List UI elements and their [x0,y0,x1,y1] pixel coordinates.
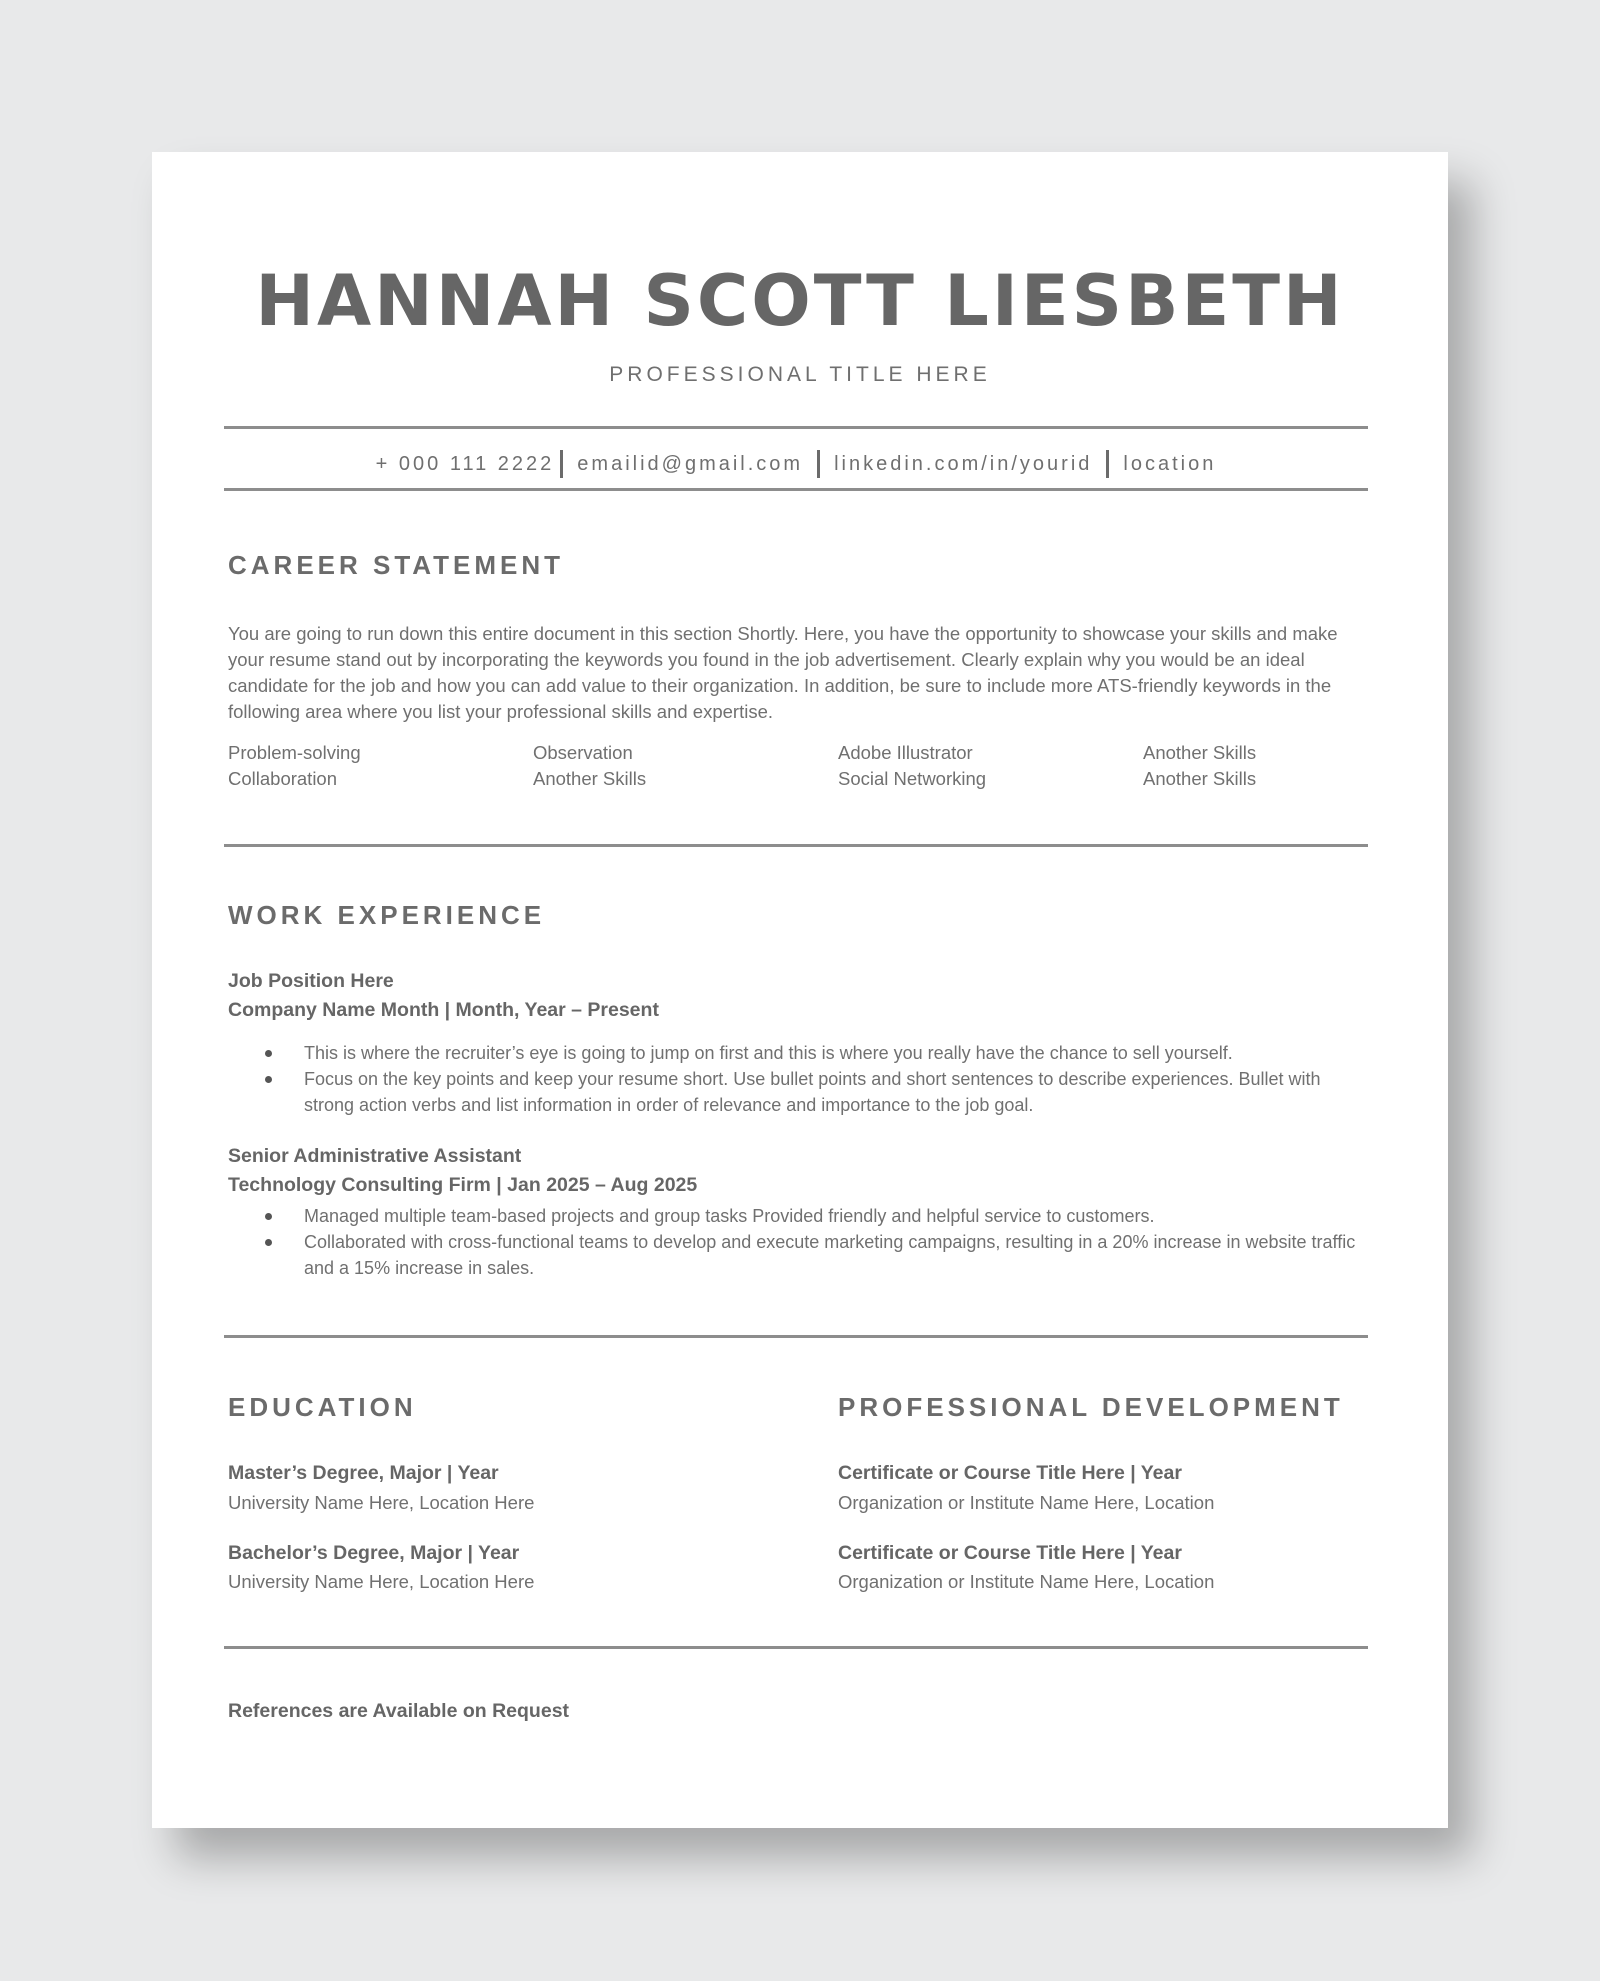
skill-item: Social Networking [838,768,987,789]
contact-location: location [1123,452,1217,475]
education-heading: EDUCATION [228,1392,417,1422]
job-bullet-list [228,1040,1368,1118]
job-bullet: Focus on the key points and keep your resume short. Use bullet points and short sentences to describe experiences. Bullet with strong action verbs and list information in order of relevance and importance to the job goal. [228,1066,1368,1118]
contact-top-divider [224,426,1368,429]
job-company: Technology Consulting Firm | Jan 2025 – Aug 2025 [228,1174,698,1196]
job-bullet-list [228,1203,1368,1281]
section-divider [224,844,1368,847]
contact-separator [817,450,820,478]
job-company: Company Name Month | Month, Year – Present [228,999,659,1021]
degree-title: Master’s Degree, Major | Year [228,1462,499,1484]
candidate-name: HANNAH SCOTT LIESBETH [255,260,1345,342]
skill-item: Another Skills [1143,742,1257,763]
course-organization: Organization or Institute Name Here, Location [838,1571,1215,1592]
skill-item: Problem-solving [228,742,361,763]
section-divider [224,1335,1368,1338]
contact-linkedin[interactable]: linkedin.com/in/yourid [834,452,1093,475]
school-name: University Name Here, Location Here [228,1571,535,1592]
job-position: Senior Administrative Assistant [228,1145,522,1167]
skill-item: Observation [533,742,633,763]
job-bullet: This is where the recruiter’s eye is going to jump on first and this is where you really have the chance to sell yourself. [228,1040,1368,1066]
contact-phone: + 000 111 2222 [375,452,555,475]
contact-email[interactable]: emailid@gmail.com [577,452,804,475]
contact-bar [224,442,1368,486]
skill-item: Another Skills [533,768,647,789]
career-summary: You are going to run down this entire document in this section Shortly. Here, you have the opportunity to showcase your skills and make your resume stand out by incorporating the keywords you found in the job advertisement. Clearly explain why you would be an ideal candidate for the job and how you can add value to their organization. In addition, be sure to include more ATS-friendly keywords in the following area where you list your professional skills and expertise. [228,623,1338,722]
professional-development-heading: PROFESSIONAL DEVELOPMENT [838,1392,1344,1422]
job-bullet: Managed multiple team-based projects and group tasks Provided friendly and helpful service to customers. [228,1203,1368,1229]
job-position: Job Position Here [228,970,394,992]
contact-separator [560,450,563,478]
skill-item: Another Skills [1143,768,1257,789]
skill-item: Collaboration [228,768,338,789]
resume-page [152,152,1448,1828]
skills-grid [228,740,1368,792]
school-name: University Name Here, Location Here [228,1492,535,1513]
job-bullet: Collaborated with cross-functional teams to develop and execute marketing campaigns, resulting in a 20% increase in website traffic and a 15% increase in sales. [228,1229,1368,1281]
section-divider [224,1646,1368,1649]
career-statement-heading: CAREER STATEMENT [228,550,565,580]
references-note: References are Available on Request [228,1700,570,1722]
course-title: Certificate or Course Title Here | Year [838,1542,1182,1564]
skill-item: Adobe Illustrator [838,742,973,763]
degree-title: Bachelor’s Degree, Major | Year [228,1542,520,1564]
contact-bottom-divider [224,488,1368,491]
work-experience-heading: WORK EXPERIENCE [228,900,546,930]
contact-separator [1106,450,1109,478]
course-title: Certificate or Course Title Here | Year [838,1462,1182,1484]
professional-title: PROFESSIONAL TITLE HERE [609,363,991,386]
course-organization: Organization or Institute Name Here, Location [838,1492,1215,1513]
